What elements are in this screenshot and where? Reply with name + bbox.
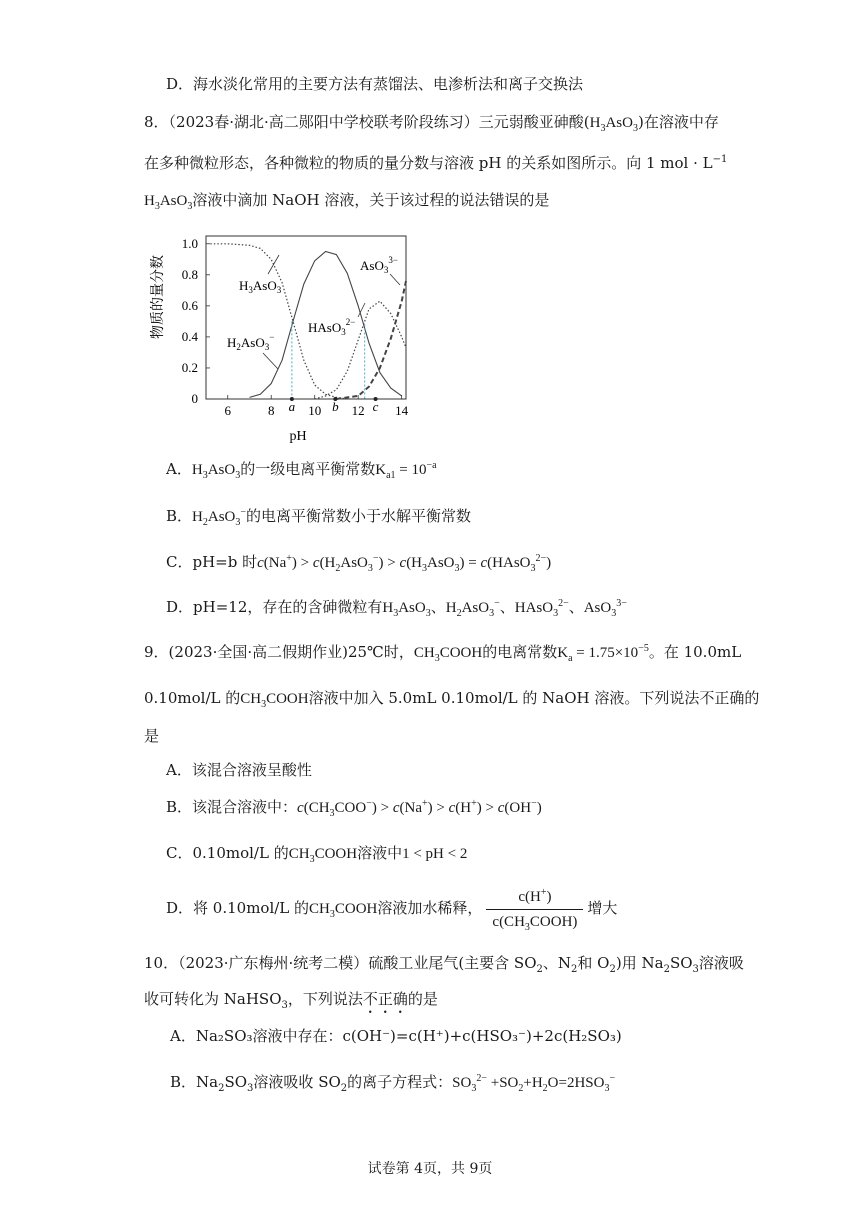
y-axis-label: 物质的量分数 bbox=[151, 255, 166, 339]
label-aso3: AsO$_3^{3-}$ bbox=[360, 255, 398, 275]
q8-source: （2023春·湖北·高二郧阳中学校联考阶段练习） bbox=[168, 113, 479, 131]
y-tick-label: 0.2 bbox=[181, 359, 198, 375]
q9-option-d-text: D．将 0.10mol/L 的 bbox=[166, 899, 310, 917]
q10-stem-text-c: 和 O bbox=[577, 954, 610, 972]
q9-stem-line1: 9．(2023·全国·高二假期作业)25℃时，$CH_3COOH$的电离常数$K_a = 1.75\times 10^{-5}$。在 10.0mL bbox=[144, 643, 742, 664]
series-line-3 bbox=[336, 281, 406, 399]
q10-stem-text-e: SO bbox=[669, 954, 693, 972]
q10-option-b-text-b: SO bbox=[224, 1073, 248, 1091]
x-tick-label: 6 bbox=[224, 403, 231, 418]
y-tick-label: 0.8 bbox=[181, 266, 198, 282]
marker-label-a: a bbox=[288, 399, 296, 414]
q9-number: 9． bbox=[144, 643, 169, 661]
q9-option-d: D．将 0.10mol/L 的$CH_3COOH$溶液加水稀释， $\frac{c(H^+)}{c(CH_3COOH)}$ 增大 bbox=[166, 886, 618, 933]
series-line-2 bbox=[315, 301, 406, 399]
label-h2aso3: $H_2AsO_3^-$ bbox=[227, 332, 275, 352]
q8-stem-text: 三元弱酸亚砷酸( bbox=[478, 113, 590, 131]
q10-stem-line1: 10．（2023·广东梅州·统考二模）硫酸工业尾气(主要含 $SO_2$、$N_2$和 $O_2$)用 $Na_2SO_3$溶液吸 bbox=[144, 954, 744, 975]
q8-stem-line3 bbox=[144, 190, 549, 211]
q9-source: (2023·全国·高二假期作业) bbox=[168, 643, 348, 661]
q8-option-a-letter: A． bbox=[166, 460, 192, 478]
marker-label-c: c bbox=[372, 399, 379, 414]
q10-option-b: B．$Na_2SO_3$溶液吸收 $SO_2$的离子方程式：$SO_3^{2-} +SO_2+H_2O=2HSO_3^-$ bbox=[170, 1073, 616, 1094]
x-tick-label: 10 bbox=[308, 403, 322, 418]
q9-option-a: A．该混合溶液呈酸性 bbox=[166, 761, 312, 779]
formula-h3aso3-2: $H_3AsO_3$ bbox=[144, 193, 193, 212]
q7-option-d: D．海水淡化常用的主要方法有蒸馏法、电渗析法和离子交换法 bbox=[166, 75, 584, 93]
q8-stem-line2-text: 在多种微粒形态，各种微粒的物质的量分数与溶液 pH 的关系如图所示。向 1 mol · L bbox=[144, 154, 713, 172]
species-distribution-chart bbox=[140, 222, 420, 452]
q10-source: （2023·广东梅州·统考二模） bbox=[178, 954, 369, 972]
q9-option-b-text: B．该混合溶液中： bbox=[166, 798, 298, 816]
q10-option-b-text-a: B．Na bbox=[170, 1073, 219, 1091]
q10-line2-text-3: 的是 bbox=[407, 990, 438, 1008]
q9-option-c: C．0.10mol/L 的$CH_3COOH$溶液中1 < pH < 2 bbox=[166, 844, 468, 865]
q8-stem-line1 bbox=[144, 112, 719, 133]
q10-option-b-text-c: 溶液吸收 SO bbox=[253, 1073, 341, 1091]
q10-stem-text-b: 、N bbox=[542, 954, 572, 972]
y-tick-label: 0 bbox=[191, 391, 198, 406]
y-tick-label: 1.0 bbox=[181, 235, 198, 251]
q9-line2-text: 0.10mol/L 的 bbox=[144, 689, 241, 707]
q8-option-c-text: C．pH=b 时 bbox=[166, 553, 258, 571]
q10-stem-text-d: )用 Na bbox=[615, 954, 664, 972]
q10-number: 10． bbox=[144, 954, 179, 972]
q9-stem-text-2: 的电离常数 bbox=[482, 643, 558, 661]
y-tick-label: 0.4 bbox=[181, 328, 198, 344]
q8-stem-text-2: )在溶液中存 bbox=[637, 113, 719, 131]
q8-option-b-text: 的电离平衡常数小于水解平衡常数 bbox=[246, 507, 472, 525]
leader-h2aso3 bbox=[263, 353, 278, 369]
q8-option-c: C．pH=b 时$c(Na^+) > c(H_2AsO_3^-) > c(H_3AsO_3)$ = c(HAsO$_3^{2-}$) bbox=[166, 553, 552, 574]
q9-stem-text: 25℃时， bbox=[347, 643, 414, 661]
q10-option-a: A．Na₂SO₃溶液中存在：c(OH⁻)=c(H⁺)+c(HSO₃⁻)+2c(H₂SO₃) bbox=[170, 1027, 622, 1045]
q10-stem-text-f: 溶液吸 bbox=[698, 954, 744, 972]
label-h3aso3: $H_3AsO_3$ bbox=[239, 278, 282, 295]
q9-option-d-text-3: 增大 bbox=[587, 899, 618, 917]
leader-aso3 bbox=[390, 274, 400, 285]
q10-stem-line2: 收可转化为 NaHSO$_3$，下列说法不正确的是 bbox=[144, 990, 438, 1011]
marker-label-b: b bbox=[332, 399, 339, 414]
q8-number: 8． bbox=[144, 113, 169, 131]
q9-stem-line3: 是 bbox=[144, 727, 160, 745]
q10-stem-text-a: 硫酸工业尾气(主要含 SO bbox=[368, 954, 537, 972]
q9-option-d-text-2: 溶液加水稀释， bbox=[377, 899, 483, 917]
page-footer: 试卷第 4页，共 9页 bbox=[367, 1161, 493, 1177]
q9-line2-text-2: 溶液中加入 5.0mL 0.10mol/L 的 NaOH 溶液。下列说法不正确的 bbox=[308, 689, 760, 707]
q10-line2-text-2: ，下列说法 bbox=[287, 990, 363, 1008]
q10-line2-text: 收可转化为 NaHSO bbox=[144, 990, 282, 1008]
q9-stem-text-3: 。在 10.0mL bbox=[648, 643, 742, 661]
q10-emphasis-text: 不正确 bbox=[362, 990, 408, 1008]
q9-option-c-text-2: 溶液中 bbox=[357, 844, 403, 862]
q8-option-d: D．pH=12，存在的含砷微粒有$H_3AsO_3$、$H_2AsO_3^-$、HAsO$_3^{2-}$、AsO$_3^{3-}$ bbox=[166, 598, 627, 619]
label-haso3: HAsO$_3^{2-}$ bbox=[308, 317, 356, 337]
q9-option-b: B．该混合溶液中：$c(CH_3COO^-) > c(Na^+) > c(H^+) > c(OH^-)$ bbox=[166, 798, 542, 819]
formula-h3aso3: $H_3AsO_3$ bbox=[589, 115, 638, 134]
q8-option-d-text: D．pH=12，存在的含砷微粒有 bbox=[166, 598, 383, 616]
x-axis-label: pH bbox=[289, 429, 307, 444]
q9-option-c-text: C．0.10mol/L 的 bbox=[166, 844, 289, 862]
q10-option-b-text-d: 的离子方程式： bbox=[347, 1073, 453, 1091]
q9-stem-line2: 0.10mol/L 的$CH_3COOH$溶液中加入 5.0mL 0.10mol/L 的 NaOH 溶液。下列说法不正确的 bbox=[144, 689, 760, 710]
x-tick-label: 8 bbox=[267, 403, 275, 418]
q8-option-b: B．$H_2AsO_3^-$的电离平衡常数小于水解平衡常数 bbox=[166, 507, 472, 528]
q8-option-a: A．$H_3AsO_3$的一级电离平衡常数$K_{a1} = 10^{-a}$ bbox=[166, 460, 437, 481]
y-tick-label: 0.6 bbox=[181, 297, 198, 313]
q8-stem-line2: 在多种微粒形态，各种微粒的物质的量分数与溶液 pH 的关系如图所示。向 1 mol · $L^{-1}$ bbox=[144, 154, 728, 172]
q8-option-a-text: 的一级电离平衡常数 bbox=[240, 460, 376, 478]
x-tick-label: 12 bbox=[351, 403, 365, 418]
fraction: $\frac{c(H^+)}{c(CH_3COOH)}$ bbox=[486, 887, 583, 932]
x-tick-label: 14 bbox=[395, 403, 409, 418]
q8-stem-line3-text: 溶液中滴加 NaOH 溶液，关于该过程的说法错误的是 bbox=[192, 191, 550, 209]
